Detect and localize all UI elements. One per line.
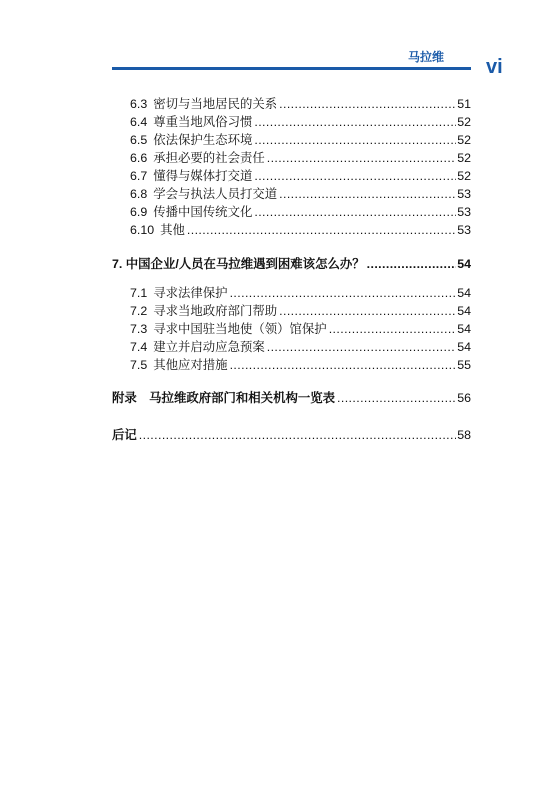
toc-entry-7-3[interactable] (130, 321, 471, 337)
toc-leader-dots (329, 321, 457, 337)
toc-entry-6-6[interactable] (130, 150, 471, 166)
toc-entry-title: 建立并启动应急预案 (153, 340, 265, 354)
toc-leader-dots (254, 168, 456, 184)
toc-entry-title: 尊重当地风俗习惯 (153, 115, 253, 129)
toc-leader-dots (279, 186, 456, 202)
toc-entry-number: 7.3 (130, 322, 148, 336)
toc-leader-dots (187, 222, 456, 238)
toc-entry-6-4[interactable] (130, 114, 471, 130)
toc-leader-dots (254, 204, 456, 220)
toc-entry-7-4[interactable] (130, 339, 471, 355)
toc-entry-page: 53 (457, 223, 471, 237)
toc-entry-number: 6.6 (130, 151, 148, 165)
toc-entry-title: 其他 (160, 223, 185, 237)
toc-entry-title: 其他应对措施 (153, 358, 228, 372)
toc-entry-7-5[interactable] (130, 357, 471, 373)
toc-entry-title: 依法保护生态环境 (153, 133, 253, 147)
toc-leader-dots (230, 285, 457, 301)
header-rule (112, 67, 471, 70)
toc-entry-page: 54 (457, 322, 471, 336)
toc-entry-7-2[interactable] (130, 303, 471, 319)
toc-entry-number: 7.1 (130, 286, 148, 300)
toc-entry-page: 56 (457, 391, 471, 405)
toc-entry-number: 7.4 (130, 340, 148, 354)
toc-leader-dots (367, 256, 457, 272)
toc-entry-page: 52 (457, 169, 471, 183)
toc-entry-7-1[interactable] (130, 285, 471, 301)
toc-leader-dots (254, 114, 456, 130)
toc-entry-page: 51 (457, 97, 471, 111)
toc-entry-number: 6.4 (130, 115, 148, 129)
toc-entry-title: 学会与执法人员打交道 (153, 187, 278, 201)
toc-leader-dots (139, 427, 456, 443)
toc-entry-6-5[interactable] (130, 132, 471, 148)
toc-chapter-7[interactable] (112, 256, 471, 272)
toc-entry-page: 54 (457, 286, 471, 300)
toc-entry-6-10[interactable] (130, 222, 471, 238)
page-number: vi (486, 56, 503, 78)
toc-entry-6-3[interactable] (130, 96, 471, 112)
toc-entry-page: 58 (457, 428, 471, 442)
toc-entry-number: 7.2 (130, 304, 148, 318)
toc-entry-page: 52 (457, 133, 471, 147)
toc-entry-page: 55 (457, 358, 471, 372)
toc-leader-dots (267, 150, 456, 166)
toc-entry-number: 6.5 (130, 133, 148, 147)
toc-entry-page: 52 (457, 115, 471, 129)
toc-entry-6-7[interactable] (130, 168, 471, 184)
toc-appendix-title: 附录 马拉维政府部门和相关机构一览表 (112, 391, 336, 405)
toc-leader-dots (254, 132, 456, 148)
toc-entry-title: 密切与当地居民的关系 (153, 97, 278, 111)
toc-entry-page: 52 (457, 151, 471, 165)
toc-appendix[interactable] (112, 390, 471, 406)
toc-leader-dots (230, 357, 457, 373)
toc-entry-6-8[interactable] (130, 186, 471, 202)
toc-entry-title: 寻求当地政府部门帮助 (153, 304, 278, 318)
toc-entry-number: 6.10 (130, 223, 155, 237)
toc-entry-title: 懂得与媒体打交道 (153, 169, 253, 183)
toc-entry-page: 53 (457, 205, 471, 219)
toc-leader-dots (279, 96, 456, 112)
toc-entry-page: 54 (457, 257, 471, 271)
toc-leader-dots (337, 390, 456, 406)
toc-entry-number: 6.3 (130, 97, 148, 111)
toc-entry-6-9[interactable] (130, 204, 471, 220)
toc-chapter-title: 7. 中国企业/人员在马拉维遇到困难该怎么办？ (112, 257, 365, 271)
toc-entry-number: 6.8 (130, 187, 148, 201)
toc-entry-page: 53 (457, 187, 471, 201)
toc-afterword[interactable] (112, 427, 471, 443)
toc-entry-title: 承担必要的社会责任 (153, 151, 265, 165)
toc-leader-dots (279, 303, 456, 319)
toc-entry-page: 54 (457, 304, 471, 318)
toc-entry-title: 寻求法律保护 (153, 286, 228, 300)
running-head-title: 马拉维 (408, 50, 445, 64)
toc-entry-title: 寻求中国驻当地使（领）馆保护 (153, 322, 327, 336)
toc-entry-title: 传播中国传统文化 (153, 205, 253, 219)
toc-entry-number: 7.5 (130, 358, 148, 372)
toc-leader-dots (267, 339, 456, 355)
toc-entry-page: 54 (457, 340, 471, 354)
toc-entry-number: 6.7 (130, 169, 148, 183)
toc-entry-number: 6.9 (130, 205, 148, 219)
toc-afterword-title: 后记 (112, 428, 137, 442)
